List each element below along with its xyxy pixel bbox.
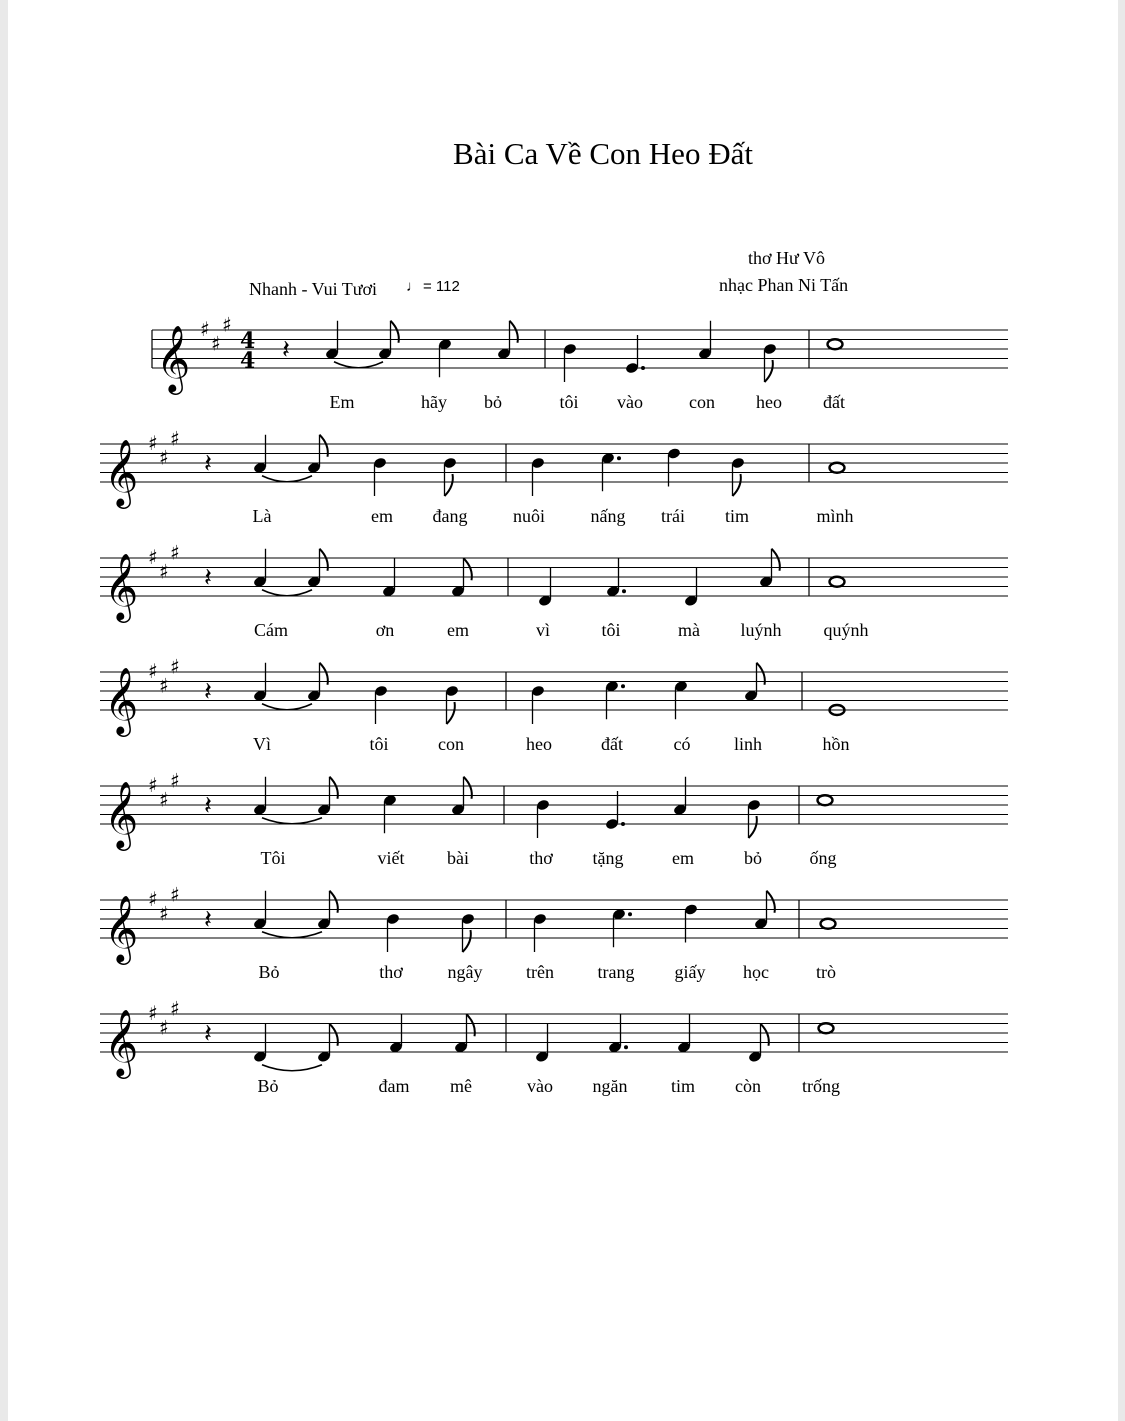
lyric-syllable: Bỏ (257, 1076, 279, 1096)
augmentation-dot (617, 456, 621, 460)
sharp-icon: ♯ (148, 659, 158, 683)
sharp-icon: ♯ (159, 559, 169, 584)
lyric-syllable: bài (447, 848, 469, 868)
quarter-rest-icon: 𝄽 (204, 677, 212, 707)
tie (262, 932, 322, 938)
lyric-syllable: đất (601, 734, 623, 754)
sharp-icon: ♯ (170, 768, 180, 793)
lyric-syllable: thơ (529, 848, 553, 868)
lyric-syllable: heo (756, 392, 782, 412)
lyric-syllable: ống (809, 848, 837, 868)
treble-clef-icon: 𝄞 (104, 1008, 139, 1076)
whole-note (830, 577, 845, 587)
note-flag (445, 474, 453, 496)
quarter-rest-icon: 𝄽 (204, 905, 212, 935)
augmentation-dot (622, 589, 626, 593)
lyric-syllable: Bỏ (258, 962, 280, 982)
lyric-syllable: Cám (254, 620, 288, 640)
sharp-icon: ♯ (148, 1001, 158, 1025)
lyric-syllable: ơn (375, 620, 395, 640)
lyric-syllable: mà (678, 620, 700, 640)
lyric-syllable: ngăn (592, 1076, 628, 1096)
sharp-icon: ♯ (159, 1015, 169, 1040)
staff-system (100, 426, 1008, 526)
whole-note (828, 339, 843, 349)
lyric-syllable: trống (802, 1076, 840, 1096)
sharp-icon: ♯ (159, 445, 169, 470)
lyric-syllable: có (673, 734, 691, 754)
sharp-icon: ♯ (159, 673, 169, 698)
augmentation-dot (641, 366, 645, 370)
lyric-syllable: trái (661, 506, 685, 526)
lyric-syllable: nuôi (512, 506, 546, 526)
lyric-syllable: trên (526, 962, 554, 982)
lyric-syllable: em (371, 506, 393, 526)
lyric-syllable: bỏ (484, 392, 502, 412)
tie (334, 362, 383, 368)
staff-system (100, 768, 1008, 868)
lyric-syllable: giấy (674, 962, 706, 982)
lyric-syllable: học (743, 962, 769, 982)
whole-note (821, 919, 836, 929)
lyric-syllable: con (438, 734, 464, 754)
lyric-syllable: ngây (447, 962, 483, 982)
quarter-rest-icon: 𝄽 (204, 1019, 212, 1049)
note-flag (463, 930, 471, 952)
treble-clef-icon: 𝄞 (104, 438, 139, 506)
whole-note (818, 795, 833, 805)
lyric-syllable: tim (670, 1076, 696, 1096)
tie (262, 1065, 322, 1071)
staff-system (100, 882, 1008, 982)
lyric-syllable: heo (526, 734, 552, 754)
lyric-syllable: linh (733, 734, 763, 754)
tie (262, 476, 312, 482)
lyric-syllable: tim (724, 506, 750, 526)
lyric-syllable: trò (816, 962, 836, 982)
lyric-syllable: mê (450, 1076, 472, 1096)
whole-note (819, 1023, 834, 1033)
lyric-syllable: quýnh (823, 620, 869, 640)
composer-credit: nhạc Phan Ni Tấn (719, 275, 849, 295)
note-flag (733, 474, 741, 496)
lyric-syllable: Tôi (260, 848, 286, 868)
augmentation-dot (628, 912, 632, 916)
lyric-syllable: tặng (592, 848, 624, 868)
tie (262, 818, 322, 824)
lyric-syllable: vì (535, 620, 551, 640)
lyric-syllable: còn (735, 1076, 761, 1096)
lyric-syllable: trang (597, 962, 635, 982)
song-title: Bài Ca Về Con Heo Đất (453, 136, 753, 171)
augmentation-dot (621, 684, 625, 688)
time-signature-top: 4 (240, 328, 256, 354)
lyric-syllable: thơ (379, 962, 403, 982)
staff-system (100, 540, 1008, 640)
treble-clef-icon: 𝄞 (104, 666, 139, 734)
lyric-syllable: hồn (822, 734, 850, 754)
lyric-syllable: nấng (590, 506, 626, 526)
note-flag (749, 816, 757, 838)
staff-system (100, 996, 1008, 1096)
staff-system (100, 654, 1008, 754)
sharp-icon: ♯ (170, 882, 180, 907)
treble-clef-icon: 𝄞 (156, 324, 191, 392)
lyricist-credit: thơ Hư Vô (748, 248, 825, 268)
time-signature-bottom: 4 (240, 348, 256, 374)
augmentation-dot (624, 1045, 628, 1049)
sharp-icon: ♯ (200, 317, 210, 341)
lyric-syllable: viết (377, 848, 405, 868)
lyric-syllable: vào (617, 392, 643, 412)
quarter-rest-icon: 𝄽 (204, 791, 212, 821)
quarter-rest-icon: 𝄽 (204, 449, 212, 479)
sharp-icon: ♯ (148, 887, 158, 911)
lyric-syllable: đam (378, 1076, 410, 1096)
tie (262, 704, 312, 710)
lyric-syllable: luýnh (740, 620, 782, 640)
sharp-icon: ♯ (170, 540, 180, 565)
lyric-syllable: vào (527, 1076, 553, 1096)
quarter-rest-icon: 𝄽 (204, 563, 212, 593)
lyric-syllable: đang (432, 506, 468, 526)
sharp-icon: ♯ (211, 331, 221, 356)
sharp-icon: ♯ (170, 654, 180, 679)
tempo-bpm: = 112 (423, 278, 460, 295)
sharp-icon: ♯ (170, 426, 180, 451)
tempo-marking: Nhanh - Vui Tươi (249, 279, 378, 299)
treble-clef-icon: 𝄞 (104, 552, 139, 620)
lyric-syllable: em (447, 620, 469, 640)
lyric-syllable: tôi (601, 620, 621, 640)
tie (262, 590, 312, 596)
sharp-icon: ♯ (170, 996, 180, 1021)
sharp-icon: ♯ (222, 312, 232, 337)
note-flag (447, 702, 455, 724)
lyric-syllable: Vì (253, 734, 271, 754)
staff-system (152, 312, 1008, 412)
quarter-rest-icon: 𝄽 (282, 335, 290, 365)
lyric-syllable: bỏ (744, 848, 762, 868)
treble-clef-icon: 𝄞 (104, 894, 139, 962)
treble-clef-icon: 𝄞 (104, 780, 139, 848)
augmentation-dot (621, 822, 625, 826)
sharp-icon: ♯ (148, 431, 158, 455)
lyric-syllable: con (689, 392, 715, 412)
lyric-syllable: Em (329, 392, 355, 412)
sharp-icon: ♯ (148, 773, 158, 797)
lyric-syllable: tôi (369, 734, 389, 754)
sharp-icon: ♯ (159, 787, 169, 812)
whole-note (830, 463, 845, 473)
lyric-syllable: tôi (559, 392, 579, 412)
lyric-syllable: mình (816, 506, 854, 526)
lyric-syllable: Là (252, 506, 272, 526)
quarter-note-icon: ♩ (406, 278, 421, 295)
lyric-syllable: đất (823, 392, 845, 412)
sharp-icon: ♯ (148, 545, 158, 569)
lyric-syllable: hãy (421, 392, 447, 412)
lyric-syllable: em (672, 848, 694, 868)
note-flag (765, 360, 773, 382)
sharp-icon: ♯ (159, 901, 169, 926)
